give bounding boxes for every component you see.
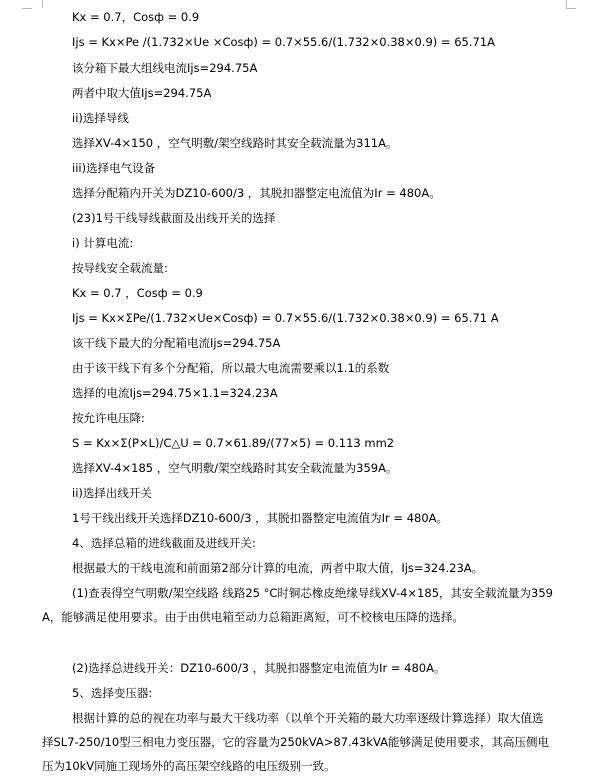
text-line: 该分箱下最大组线电流Ijs=294.75A (72, 61, 258, 75)
text-line: 1号干线出线开关选择DZ10-600/3 ，其脱扣器整定电流值为Ir = 480A。 (72, 511, 449, 525)
corner-mark (566, 8, 576, 9)
text-line: (2)选择总进线开关：DZ10-600/3 ，其脱扣器整定电流值为Ir = 480A。 (72, 661, 446, 675)
text-line: 两者中取大值Ijs=294.75A (72, 86, 212, 100)
corner-mark (32, 0, 43, 8)
text-line: ii)选择导线 (72, 111, 129, 125)
section-heading: (23)1号干线导线截面及出线开关的选择 (72, 211, 276, 225)
text-line: iii)选择电气设备 (72, 161, 156, 175)
paragraph: (1)查表得空气明敷/架空线路 线路25 °C时铜芯橡皮绝缘导线XV-4×185，其安全载流量为359A，能够满足使用要求。由于由供电箱至动力总箱距离短，可不校核电压降的选择。 (42, 586, 553, 624)
text-line: 该干线下最大的分配箱电流Ijs=294.75A (72, 336, 281, 350)
text-line: 根据最大的干线电流和前面第2部分计算的电流，两者中取大值，Ijs=324.23A。 (72, 561, 484, 575)
paragraph: 根据计算的总的视在功率与最大干线功率（以单个开关箱的最大功率逐级计算选择）取大值选择SL7-250/10型三相电力变压器，它的容量为250kVA>87.43kVA能够满足使用要求，其高压侧电压为10kV同施工现场外的高压架空线路的电压级别一致。 (42, 711, 549, 773)
text-line: 由于该干线下有多个分配箱，所以最大电流需要乘以1.1的系数 (72, 361, 390, 375)
corner-mark (566, 0, 577, 8)
text-line: 选择的电流Ijs=294.75×1.1=324.23A (72, 386, 278, 400)
text-line: Kx = 0.7，Cosф = 0.9 (72, 10, 200, 24)
text-line: 选择XV-4×185 ，空气明敷/架空线路时其安全载流量为359A。 (72, 461, 398, 475)
text-line: 按导线安全载流量: (72, 261, 168, 275)
corner-mark (22, 8, 32, 9)
section-heading: 5、选择变压器: (72, 686, 153, 700)
text-line: ii)选择出线开关 (72, 486, 152, 500)
text-line: 按允许电压降: (72, 411, 145, 425)
text-line: 选择XV-4×150 ，空气明敷/架空线路时其安全载流量为311A。 (72, 136, 398, 150)
text-line: i) 计算电流: (72, 236, 134, 250)
section-heading: 4、选择总箱的进线截面及进线开关: (72, 536, 256, 550)
text-line: Ijs = Kx×ΣPe/(1.732×Ue×Cosф) = 0.7×55.6/(1.732×0.38×0.9) = 65.71 A (72, 311, 499, 325)
text-line: Ijs = Kx×Pe /(1.732×Ue ×Cosф) = 0.7×55.6/(1.732×0.38×0.9) = 65.71A (72, 35, 495, 49)
text-line: S = Kx×Σ(P×L)/C△U = 0.7×61.89/(77×5) = 0.113 mm2 (72, 436, 395, 450)
text-line: Kx = 0.7 ，Cosф = 0.9 (72, 286, 203, 300)
text-line: 选择分配箱内开关为DZ10-600/3 ，其脱扣器整定电流值为Ir = 480A。 (72, 186, 441, 200)
